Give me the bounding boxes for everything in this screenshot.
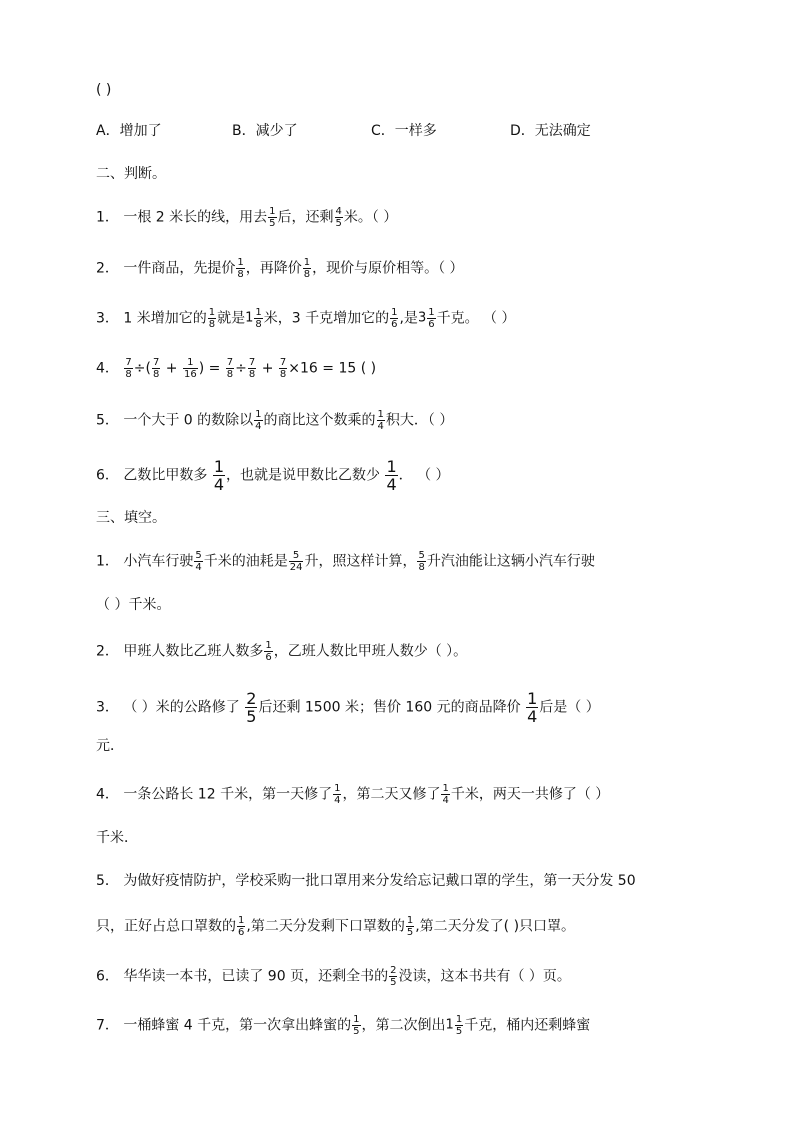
option-c[interactable]: C．一样多 — [371, 123, 437, 139]
fraction: $\frac{1}{16}$ — [183, 357, 197, 380]
judge-q4: 4． $\frac{7}{8}$ ÷( $\frac{7}{8}$ + $\frac{1}{16}$ ) = $\frac{7}{8}$ ÷ $\frac{7}{8}$ + $\frac{7}{8}$ ×16 = 15 ( ) — [96, 357, 377, 380]
fraction: $\frac{1}{4}$ — [334, 783, 341, 806]
fraction: $\frac{1}{4}$ — [386, 457, 397, 494]
fraction: $\frac{2}{5}$ — [390, 965, 397, 988]
paren-text: ( ) — [96, 82, 112, 98]
judge-q1: 1． 一根 2 米长的线，用去 $\frac{1}{5}$ 后，还剩 $\frac{4}{5}$ 米。（ ） — [96, 206, 398, 229]
fill-q3: 3． （ ）米的公路修了 $\frac{2}{5}$ 后还剩 1500 米；售价 160 元的商品降价 $\frac{1}{4}$ 后是（ ） — [96, 689, 600, 726]
option-b[interactable]: B．减少了 — [232, 123, 298, 139]
fill-q5-cont: 只，正好占总口罩数的 $\frac{1}{6}$ ,第二天分发剩下口罩数的 $\frac{1}{5}$ ,第二天分发了( )只口罩。 — [96, 915, 576, 938]
fill-q3-cont: 元． — [96, 738, 124, 754]
fraction: $\frac{7}{8}$ — [152, 357, 160, 380]
fraction: $\frac{5}{4}$ — [195, 550, 202, 573]
fill-q1-cont: （ ）千米。 — [96, 597, 171, 613]
judge-q5: 5． 一个大于 0 的数除以 $\frac{1}{4}$ 的商比这个数乘的 $\frac{1}{4}$ 积大．（ ） — [96, 409, 454, 432]
fraction: $\frac{1}{8}$ — [208, 307, 216, 330]
fill-q4-cont: 千米． — [96, 830, 138, 846]
mixed-number: 1 $\frac{1}{8}$ — [245, 307, 262, 330]
fraction: $\frac{1}{6}$ — [391, 307, 398, 330]
section-3-title: 三、填空。 — [96, 510, 166, 526]
fraction: $\frac{7}{8}$ — [226, 357, 234, 380]
fraction: $\frac{1}{4}$ — [527, 689, 538, 726]
judge-q6: 6． 乙数比甲数多 $\frac{1}{4}$ ，也就是说甲数比乙数少 $\frac{1}{4}$ ． （ ） — [96, 457, 450, 494]
top-answer-paren — [96, 80, 111, 100]
fraction: $\frac{1}{6}$ — [238, 915, 245, 938]
section-2-title: 二、判断。 — [96, 166, 166, 182]
fill-q5: 5． 为做好疫情防护，学校采购一批口罩用来分发给忘记戴口罩的学生，第一天分发 50 — [96, 873, 636, 889]
fill-q2: 2． 甲班人数比乙班人数多 $\frac{1}{6}$ ，乙班人数比甲班人数少（ ）。 — [96, 640, 468, 663]
fraction: $\frac{1}{5}$ — [406, 915, 414, 938]
fraction: $\frac{4}{5}$ — [335, 206, 342, 229]
option-a[interactable]: A．增加了 — [96, 123, 162, 139]
option-d[interactable]: D．无法确定 — [510, 123, 591, 139]
fraction: $\frac{7}{8}$ — [279, 357, 287, 380]
fill-q4: 4． 一条公路长 12 千米，第一天修了 $\frac{1}{4}$ ，第二天又修了 $\frac{1}{4}$ 千米，两天一共修了（ ） — [96, 783, 610, 806]
fraction: $\frac{1}{4}$ — [255, 409, 262, 432]
fraction: $\frac{1}{8}$ — [303, 257, 311, 280]
fraction: $\frac{7}{8}$ — [248, 357, 256, 380]
mixed-number: 3 $\frac{1}{6}$ — [417, 307, 435, 330]
fraction: $\frac{5}{8}$ — [418, 550, 425, 573]
fraction: $\frac{1}{5}$ — [269, 206, 276, 229]
fraction: $\frac{5}{24}$ — [289, 550, 303, 573]
fraction: $\frac{1}{6}$ — [265, 640, 272, 663]
options-row — [96, 121, 591, 141]
fraction: $\frac{7}{8}$ — [125, 357, 132, 380]
fraction: $\frac{1}{8}$ — [237, 257, 244, 280]
mixed-number: 1 $\frac{1}{5}$ — [445, 1014, 463, 1037]
fraction: $\frac{1}{4}$ — [213, 457, 224, 494]
fraction: $\frac{2}{5}$ — [246, 689, 257, 726]
fill-q7: 7． 一桶蜂蜜 4 千克，第一次拿出蜂蜜的 $\frac{1}{5}$ ，第二次倒出1 $\frac{1}{5}$ 千克，桶内还剩蜂蜜 — [96, 1014, 591, 1037]
fraction: $\frac{1}{4}$ — [377, 409, 384, 432]
fill-q1: 1． 小汽车行驶 $\frac{5}{4}$ 千米的油耗是 $\frac{5}{24}$ 升，照这样计算， $\frac{5}{8}$ 升汽油能让这辆小汽车行驶 — [96, 550, 595, 573]
fill-q6: 6． 华华读一本书，已读了 90 页，还剩全书的 $\frac{2}{5}$ 没读，这本书共有（ ）页。 — [96, 965, 571, 988]
judge-q3: 3． 1 米增加它的 $\frac{1}{8}$ 就是1 $\frac{1}{8}$ 米，3 千克增加它的 $\frac{1}{6}$ ,是3 $\frac{1}{6}$ 千克。 （ ） — [96, 307, 516, 330]
fraction: $\frac{1}{4}$ — [442, 783, 449, 806]
judge-q2: 2． 一件商品，先提价 $\frac{1}{8}$ ，再降价 $\frac{1}{8}$ ，现价与原价相等。（ ） — [96, 257, 464, 280]
fraction: $\frac{1}{5}$ — [353, 1014, 360, 1037]
